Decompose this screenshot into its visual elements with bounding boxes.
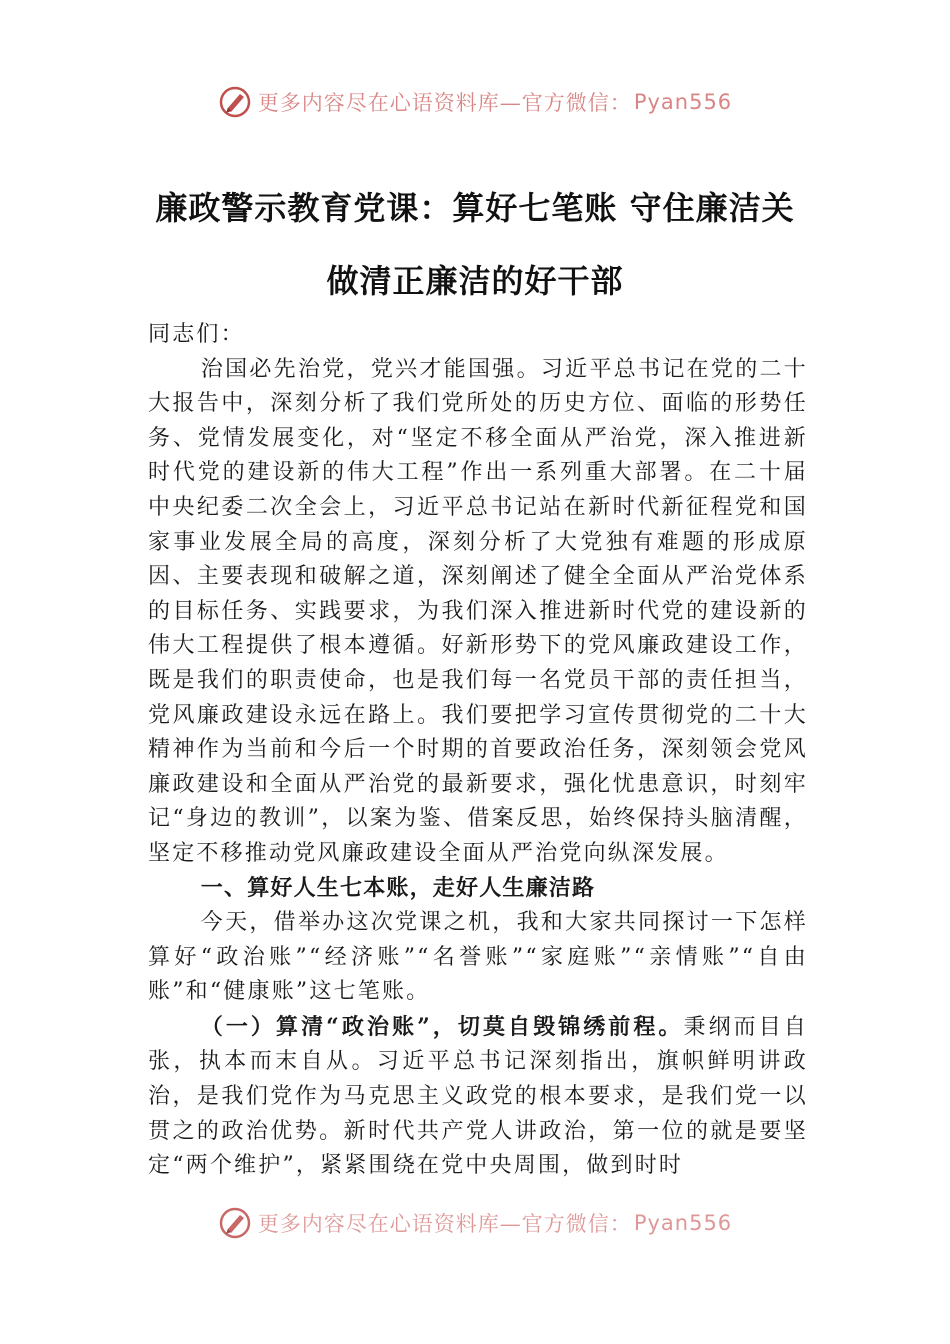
paragraph-intro: 治国必先治党，党兴才能国强。习近平总书记在党的二十大报告中，深刻分析了我们党所处的历史方位、面临的形势任务、党情发展变化，对“坚定不移全面从严治党，深入推进新时代党的建设新的伟大工程”作出一系列重大部署。在二十届中央纪委二次全会上，习近平总书记站在新时代新征程党和国家事业发展全局的高度，深刻分析了大党独有难题的形成原因、主要表现和破解之道，深刻阐述了健全全面从严治党体系的目标任务、实践要求，为我们深入推进新时代党的建设新的伟大工程提供了根本遵循。好新形势下的党风廉政建设工作，既是我们的职责使命，也是我们每一名党员干部的责任担当，党风廉政建设永远在路上。我们要把学习宣传贯彻党的二十大精神作为当前和今后一个时期的首要政治任务，深刻领会党风廉政建设和全面从严治党的最新要求，强化忧患意识，时刻牢记“身边的教训”，以案为鉴、借案反思，始终保持头脑清醒，坚定不移推动党风廉政建设全面从严治党向纵深发展。 — [148, 356, 808, 866]
pen-logo-icon — [218, 1206, 252, 1240]
subheading-political-account: （一）算清“政治账”，切莫自毁锦绣前程。 — [200, 1013, 684, 1040]
watermark-text: 更多内容尽在心语资料库—官方微信： — [257, 91, 632, 115]
watermark-id: Pyan556 — [633, 90, 733, 114]
section-heading-1: 一、算好人生七本账，走好人生廉洁路 — [200, 875, 596, 901]
watermark-footer — [0, 1203, 950, 1243]
watermark-id: Pyan556 — [633, 1211, 733, 1235]
document-body — [148, 318, 808, 1184]
paragraph-political-account — [148, 1010, 808, 1184]
pen-logo-icon — [218, 85, 252, 119]
document-title: 廉政警示教育党课：算好七笔账 守住廉洁关 做清正廉洁的好干部 — [155, 189, 795, 300]
watermark-text: 更多内容尽在心语资料库—官方微信： — [257, 1212, 632, 1236]
salutation: 同志们： — [148, 322, 245, 347]
paragraph-political-body: 秉纲而目自张，执本而末自从。习近平总书记深刻指出，旗帜鲜明讲政治，是我们党作为马克思主义政党的根本要求，是我们党一以贯之的政治优势。新时代共产党人讲政治，第一位的就是要坚定“两个维护”，紧紧围绕在党中央周围，做到时时 — [148, 1014, 808, 1179]
paragraph-seven-accounts: 今天，借举办这次党课之机，我和大家共同探讨一下怎样算好“政治账”“经济账”“名誉账”“家庭账”“亲情账”“自由账”和“健康账”这七笔账。 — [148, 910, 808, 1005]
watermark-header — [0, 82, 950, 122]
